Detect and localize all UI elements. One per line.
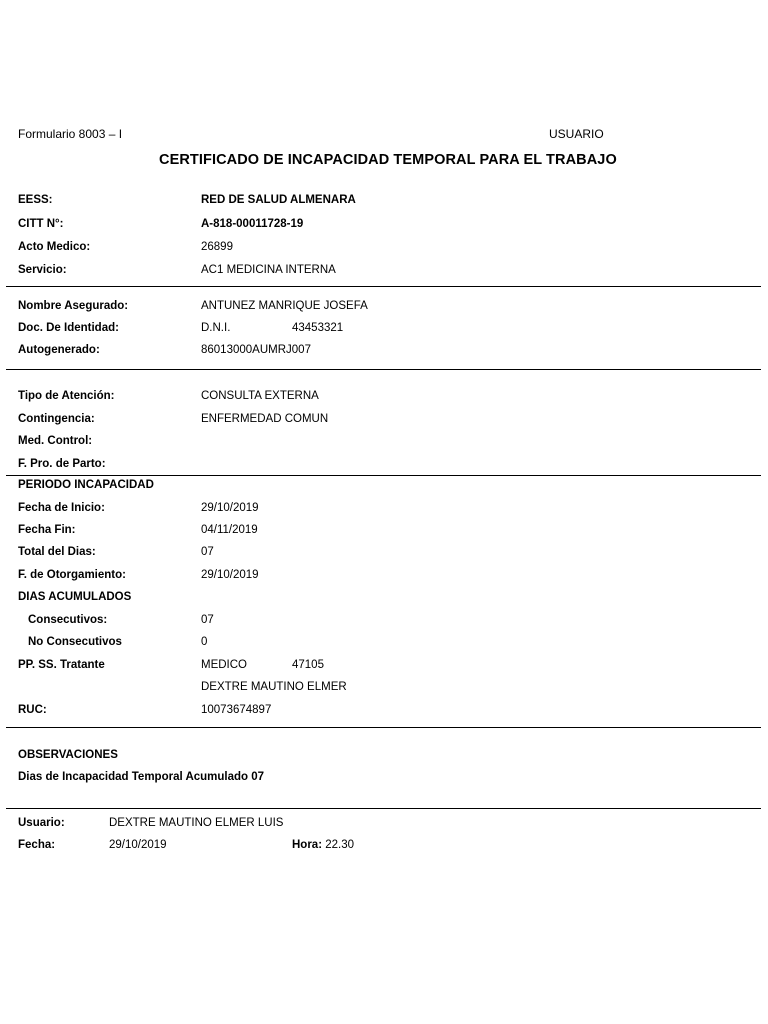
acto-medico-value: 26899 — [201, 241, 233, 253]
fecha-fin-label: Fecha Fin: — [18, 524, 76, 536]
nombre-asegurado-value: ANTUNEZ MANRIQUE JOSEFA — [201, 300, 368, 312]
tipo-atencion-value: CONSULTA EXTERNA — [201, 390, 319, 402]
acto-medico-label: Acto Medico: — [18, 241, 91, 253]
fecha-label: Fecha: — [18, 839, 56, 851]
servicio-label: Servicio: — [18, 264, 67, 276]
ruc-label: RUC: — [18, 704, 47, 716]
copy-label: USUARIO — [549, 127, 604, 141]
form-code: Formulario 8003 – I — [18, 127, 123, 141]
divider — [6, 286, 761, 287]
no-consecutivos-value: 0 — [201, 636, 208, 648]
fecha-inicio-value: 29/10/2019 — [201, 502, 259, 514]
hora-label: Hora: — [292, 839, 323, 851]
fecha-fin-value: 04/11/2019 — [201, 524, 258, 536]
fecha-inicio-label: Fecha de Inicio: — [18, 502, 105, 514]
citt-label: CITT N°: — [18, 218, 64, 230]
doc-identidad-type: D.N.I. — [201, 322, 231, 334]
usuario-value: DEXTRE MAUTINO ELMER LUIS — [109, 817, 284, 829]
observaciones-text: Dias de Incapacidad Temporal Acumulado 07 — [18, 771, 265, 783]
doc-identidad-label: Doc. De Identidad: — [18, 322, 119, 334]
eess-value: RED DE SALUD ALMENARA — [201, 194, 356, 206]
fecha-otorgamiento-label: F. de Otorgamiento: — [18, 569, 126, 581]
tratante-label: PP. SS. Tratante — [18, 659, 105, 671]
no-consecutivos-label: No Consecutivos — [28, 636, 122, 648]
contingencia-value: ENFERMEDAD COMUN — [201, 413, 329, 425]
hora-value: 22.30 — [325, 839, 355, 851]
consecutivos-label: Consecutivos: — [28, 614, 108, 626]
divider — [6, 727, 761, 728]
consecutivos-value: 07 — [201, 614, 214, 626]
document-title: CERTIFICADO DE INCAPACIDAD TEMPORAL PARA EL TRABAJO — [159, 152, 617, 168]
fecha-parto-label: F. Pro. de Parto: — [18, 458, 106, 470]
dias-acumulados-heading: DIAS ACUMULADOS — [18, 591, 132, 603]
servicio-value: AC1 MEDICINA INTERNA — [201, 264, 336, 276]
total-dias-label: Total del Dias: — [18, 546, 96, 558]
tipo-atencion-label: Tipo de Atención: — [18, 390, 115, 402]
usuario-label: Usuario: — [18, 817, 65, 829]
autogenerado-value: 86013000AUMRJ007 — [201, 344, 311, 356]
divider — [6, 475, 761, 476]
contingencia-label: Contingencia: — [18, 413, 95, 425]
fecha-otorgamiento-value: 29/10/2019 — [201, 569, 259, 581]
citt-value: A-818-00011728-19 — [201, 218, 304, 230]
eess-label: EESS: — [18, 194, 53, 206]
autogenerado-label: Autogenerado: — [18, 344, 100, 356]
divider — [6, 808, 761, 809]
nombre-asegurado-label: Nombre Asegurado: — [18, 300, 129, 312]
divider — [6, 369, 761, 370]
doc-identidad-number: 43453321 — [292, 322, 344, 334]
total-dias-value: 07 — [201, 546, 214, 558]
tratante-name: DEXTRE MAUTINO ELMER — [201, 681, 347, 693]
tratante-code: 47105 — [292, 659, 324, 671]
ruc-value: 10073674897 — [201, 704, 272, 716]
periodo-heading: PERIODO INCAPACIDAD — [18, 479, 154, 491]
tratante-role: MEDICO — [201, 659, 247, 671]
observaciones-heading: OBSERVACIONES — [18, 749, 118, 761]
med-control-label: Med. Control: — [18, 435, 93, 447]
fecha-value: 29/10/2019 — [109, 839, 167, 851]
hora-field — [292, 839, 354, 851]
